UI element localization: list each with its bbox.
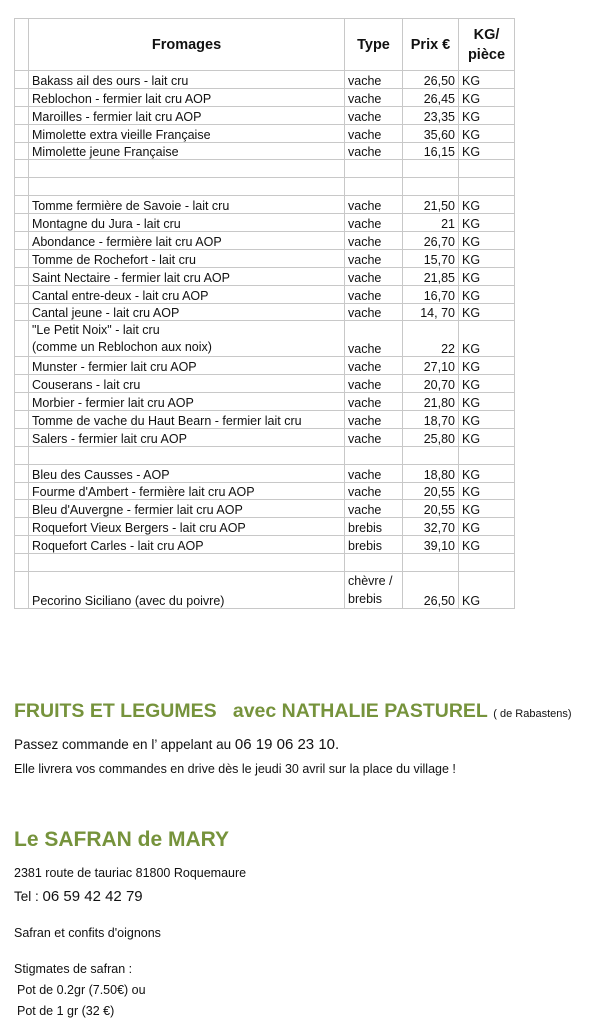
cheese-type: vache bbox=[345, 357, 403, 375]
table-spacer-row bbox=[15, 446, 515, 464]
table-row bbox=[15, 249, 515, 267]
table-spacer-row bbox=[15, 178, 515, 196]
cheese-name: Morbier - fermier lait cru AOP bbox=[29, 393, 345, 411]
cheese-type: vache bbox=[345, 393, 403, 411]
cheese-name: Roquefort Carles - lait cru AOP bbox=[29, 536, 345, 554]
table-row bbox=[15, 482, 515, 500]
fruits-vendor: avec NATHALIE PASTUREL bbox=[232, 700, 488, 722]
cheese-type: vache bbox=[345, 321, 403, 357]
safran-phone: 06 59 42 42 79 bbox=[42, 888, 143, 905]
cheese-name: Cantal jeune - lait cru AOP bbox=[29, 303, 345, 321]
fruits-order-line bbox=[14, 736, 339, 753]
cheese-price: 26,50 bbox=[403, 71, 459, 89]
cheese-type: vache bbox=[345, 410, 403, 428]
cheese-price: 35,60 bbox=[403, 124, 459, 142]
cheese-unit: KG bbox=[459, 124, 515, 142]
cheese-name: Bakass ail des ours - lait cru bbox=[29, 71, 345, 89]
cheese-unit: KG bbox=[459, 71, 515, 89]
cheese-unit: KG bbox=[459, 375, 515, 393]
table-row bbox=[15, 464, 515, 482]
fruits-delivery-text: Elle livrera vos commandes en drive dès le jeudi 30 avril sur la place du village ! bbox=[14, 762, 456, 776]
cheese-price: 14, 70 bbox=[403, 303, 459, 321]
cheese-price: 39,10 bbox=[403, 536, 459, 554]
fruits-order-text: Passez commande en l’ appelant au bbox=[14, 737, 232, 752]
table-row bbox=[15, 571, 515, 608]
cheese-unit: KG bbox=[459, 357, 515, 375]
cheese-price: 32,70 bbox=[403, 518, 459, 536]
fruits-location: ( de Rabastens) bbox=[493, 708, 572, 720]
cheese-type: vache bbox=[345, 124, 403, 142]
cheese-type: vache bbox=[345, 375, 403, 393]
cheese-price: 16,15 bbox=[403, 142, 459, 160]
table-row bbox=[15, 214, 515, 232]
cheese-unit: KG bbox=[459, 214, 515, 232]
table-row bbox=[15, 518, 515, 536]
cheese-type: vache bbox=[345, 232, 403, 250]
cheese-price: 25,80 bbox=[403, 428, 459, 446]
cheese-unit: KG bbox=[459, 500, 515, 518]
table-row bbox=[15, 393, 515, 411]
table-row bbox=[15, 267, 515, 285]
table-row bbox=[15, 536, 515, 554]
table-row bbox=[15, 357, 515, 375]
cheese-unit: KG bbox=[459, 303, 515, 321]
cheese-name: Montagne du Jura - lait cru bbox=[29, 214, 345, 232]
cheese-price: 21,85 bbox=[403, 267, 459, 285]
table-row bbox=[15, 321, 515, 357]
cheese-type: brebis bbox=[345, 518, 403, 536]
cheese-type: vache bbox=[345, 285, 403, 303]
cheese-table bbox=[14, 18, 515, 609]
table-spacer-row bbox=[15, 160, 515, 178]
cheese-price: 26,45 bbox=[403, 88, 459, 106]
cheese-name: Maroilles - fermier lait cru AOP bbox=[29, 106, 345, 124]
table-row bbox=[15, 196, 515, 214]
header-type: Type bbox=[345, 19, 403, 71]
cheese-price: 26,50 bbox=[403, 571, 459, 608]
safran-stigmates: Stigmates de safran : bbox=[14, 962, 133, 976]
cheese-name: Abondance - fermière lait cru AOP bbox=[29, 232, 345, 250]
cheese-unit: KG bbox=[459, 321, 515, 357]
cheese-name: Tomme fermière de Savoie - lait cru bbox=[29, 196, 345, 214]
cheese-name: Tomme de vache du Haut Bearn - fermier lait cru bbox=[29, 410, 345, 428]
cheese-unit: KG bbox=[459, 428, 515, 446]
table-row bbox=[15, 106, 515, 124]
cheese-unit: KG bbox=[459, 518, 515, 536]
cheese-name: Mimolette extra vieille Française bbox=[29, 124, 345, 142]
cheese-name: Reblochon - fermier lait cru AOP bbox=[29, 88, 345, 106]
table-row bbox=[15, 285, 515, 303]
cheese-table-container bbox=[14, 18, 514, 608]
cheese-type: vache bbox=[345, 88, 403, 106]
cheese-name: Bleu des Causses - AOP bbox=[29, 464, 345, 482]
cheese-unit: KG bbox=[459, 196, 515, 214]
cheese-name: Fourme d'Ambert - fermière lait cru AOP bbox=[29, 482, 345, 500]
cheese-unit: KG bbox=[459, 285, 515, 303]
cheese-price: 22 bbox=[403, 321, 459, 357]
cheese-unit: KG bbox=[459, 232, 515, 250]
cheese-name: Roquefort Vieux Bergers - lait cru AOP bbox=[29, 518, 345, 536]
cheese-unit: KG bbox=[459, 571, 515, 608]
cheese-price: 16,70 bbox=[403, 285, 459, 303]
cheese-name: Pecorino Siciliano (avec du poivre) bbox=[29, 571, 345, 608]
table-header-row bbox=[15, 19, 515, 71]
fruits-title: FRUITS ET LEGUMES bbox=[14, 700, 217, 722]
header-fromages: Fromages bbox=[29, 19, 345, 71]
table-row bbox=[15, 500, 515, 518]
table-row bbox=[15, 88, 515, 106]
cheese-price: 21 bbox=[403, 214, 459, 232]
table-row bbox=[15, 428, 515, 446]
cheese-unit: KG bbox=[459, 249, 515, 267]
cheese-unit: KG bbox=[459, 106, 515, 124]
cheese-unit: KG bbox=[459, 410, 515, 428]
cheese-type: vache bbox=[345, 303, 403, 321]
safran-address: 2381 route de tauriac 81800 Roquemaure bbox=[14, 866, 247, 880]
cheese-type: vache bbox=[345, 249, 403, 267]
cheese-type: vache bbox=[345, 196, 403, 214]
cheese-name: Mimolette jeune Française bbox=[29, 142, 345, 160]
cheese-type: vache bbox=[345, 482, 403, 500]
header-unit: KG/ pièce bbox=[459, 19, 515, 71]
cheese-unit: KG bbox=[459, 464, 515, 482]
cheese-unit: KG bbox=[459, 393, 515, 411]
cheese-type: vache bbox=[345, 142, 403, 160]
cheese-type: brebis bbox=[345, 536, 403, 554]
cheese-type: vache bbox=[345, 71, 403, 89]
cheese-name: Cantal entre-deux - lait cru AOP bbox=[29, 285, 345, 303]
cheese-price: 23,35 bbox=[403, 106, 459, 124]
cheese-unit: KG bbox=[459, 536, 515, 554]
table-row bbox=[15, 410, 515, 428]
cheese-type: chèvre / brebis bbox=[345, 571, 403, 608]
cheese-type: vache bbox=[345, 106, 403, 124]
header-prix: Prix € bbox=[403, 19, 459, 71]
cheese-name: Tomme de Rochefort - lait cru bbox=[29, 249, 345, 267]
safran-section-title: Le SAFRAN de MARY bbox=[14, 828, 230, 851]
cheese-price: 18,80 bbox=[403, 464, 459, 482]
cheese-price: 20,55 bbox=[403, 500, 459, 518]
table-spacer-row bbox=[15, 554, 515, 572]
cheese-price: 26,70 bbox=[403, 232, 459, 250]
cheese-price: 27,10 bbox=[403, 357, 459, 375]
safran-products: Safran et confits d'oignons bbox=[14, 926, 161, 940]
cheese-price: 21,80 bbox=[403, 393, 459, 411]
fruits-section-title bbox=[14, 700, 572, 723]
cheese-name: Couserans - lait cru bbox=[29, 375, 345, 393]
cheese-name: "Le Petit Noix" - lait cru (comme un Reblochon aux noix) bbox=[29, 321, 345, 357]
table-row bbox=[15, 303, 515, 321]
cheese-name: Saint Nectaire - fermier lait cru AOP bbox=[29, 267, 345, 285]
cheese-name: Munster - fermier lait cru AOP bbox=[29, 357, 345, 375]
table-row bbox=[15, 124, 515, 142]
cheese-unit: KG bbox=[459, 88, 515, 106]
cheese-price: 20,70 bbox=[403, 375, 459, 393]
cheese-price: 18,70 bbox=[403, 410, 459, 428]
cheese-price: 21,50 bbox=[403, 196, 459, 214]
cheese-type: vache bbox=[345, 267, 403, 285]
table-row bbox=[15, 142, 515, 160]
cheese-name: Bleu d'Auvergne - fermier lait cru AOP bbox=[29, 500, 345, 518]
safran-tel-label: Tel : bbox=[14, 889, 39, 904]
table-row bbox=[15, 375, 515, 393]
cheese-type: vache bbox=[345, 214, 403, 232]
cheese-name: Salers - fermier lait cru AOP bbox=[29, 428, 345, 446]
cheese-type: vache bbox=[345, 428, 403, 446]
cheese-price: 20,55 bbox=[403, 482, 459, 500]
safran-pot-small: Pot de 0.2gr (7.50€) ou bbox=[17, 983, 146, 997]
cheese-price: 15,70 bbox=[403, 249, 459, 267]
cheese-unit: KG bbox=[459, 142, 515, 160]
safran-pot-large: Pot de 1 gr (32 €) bbox=[17, 1004, 115, 1018]
fruits-phone: 06 19 06 23 10. bbox=[234, 736, 340, 753]
cheese-type: vache bbox=[345, 500, 403, 518]
cheese-unit: KG bbox=[459, 267, 515, 285]
cheese-type: vache bbox=[345, 464, 403, 482]
table-row bbox=[15, 232, 515, 250]
table-row bbox=[15, 71, 515, 89]
cheese-unit: KG bbox=[459, 482, 515, 500]
safran-tel-line bbox=[14, 888, 143, 905]
